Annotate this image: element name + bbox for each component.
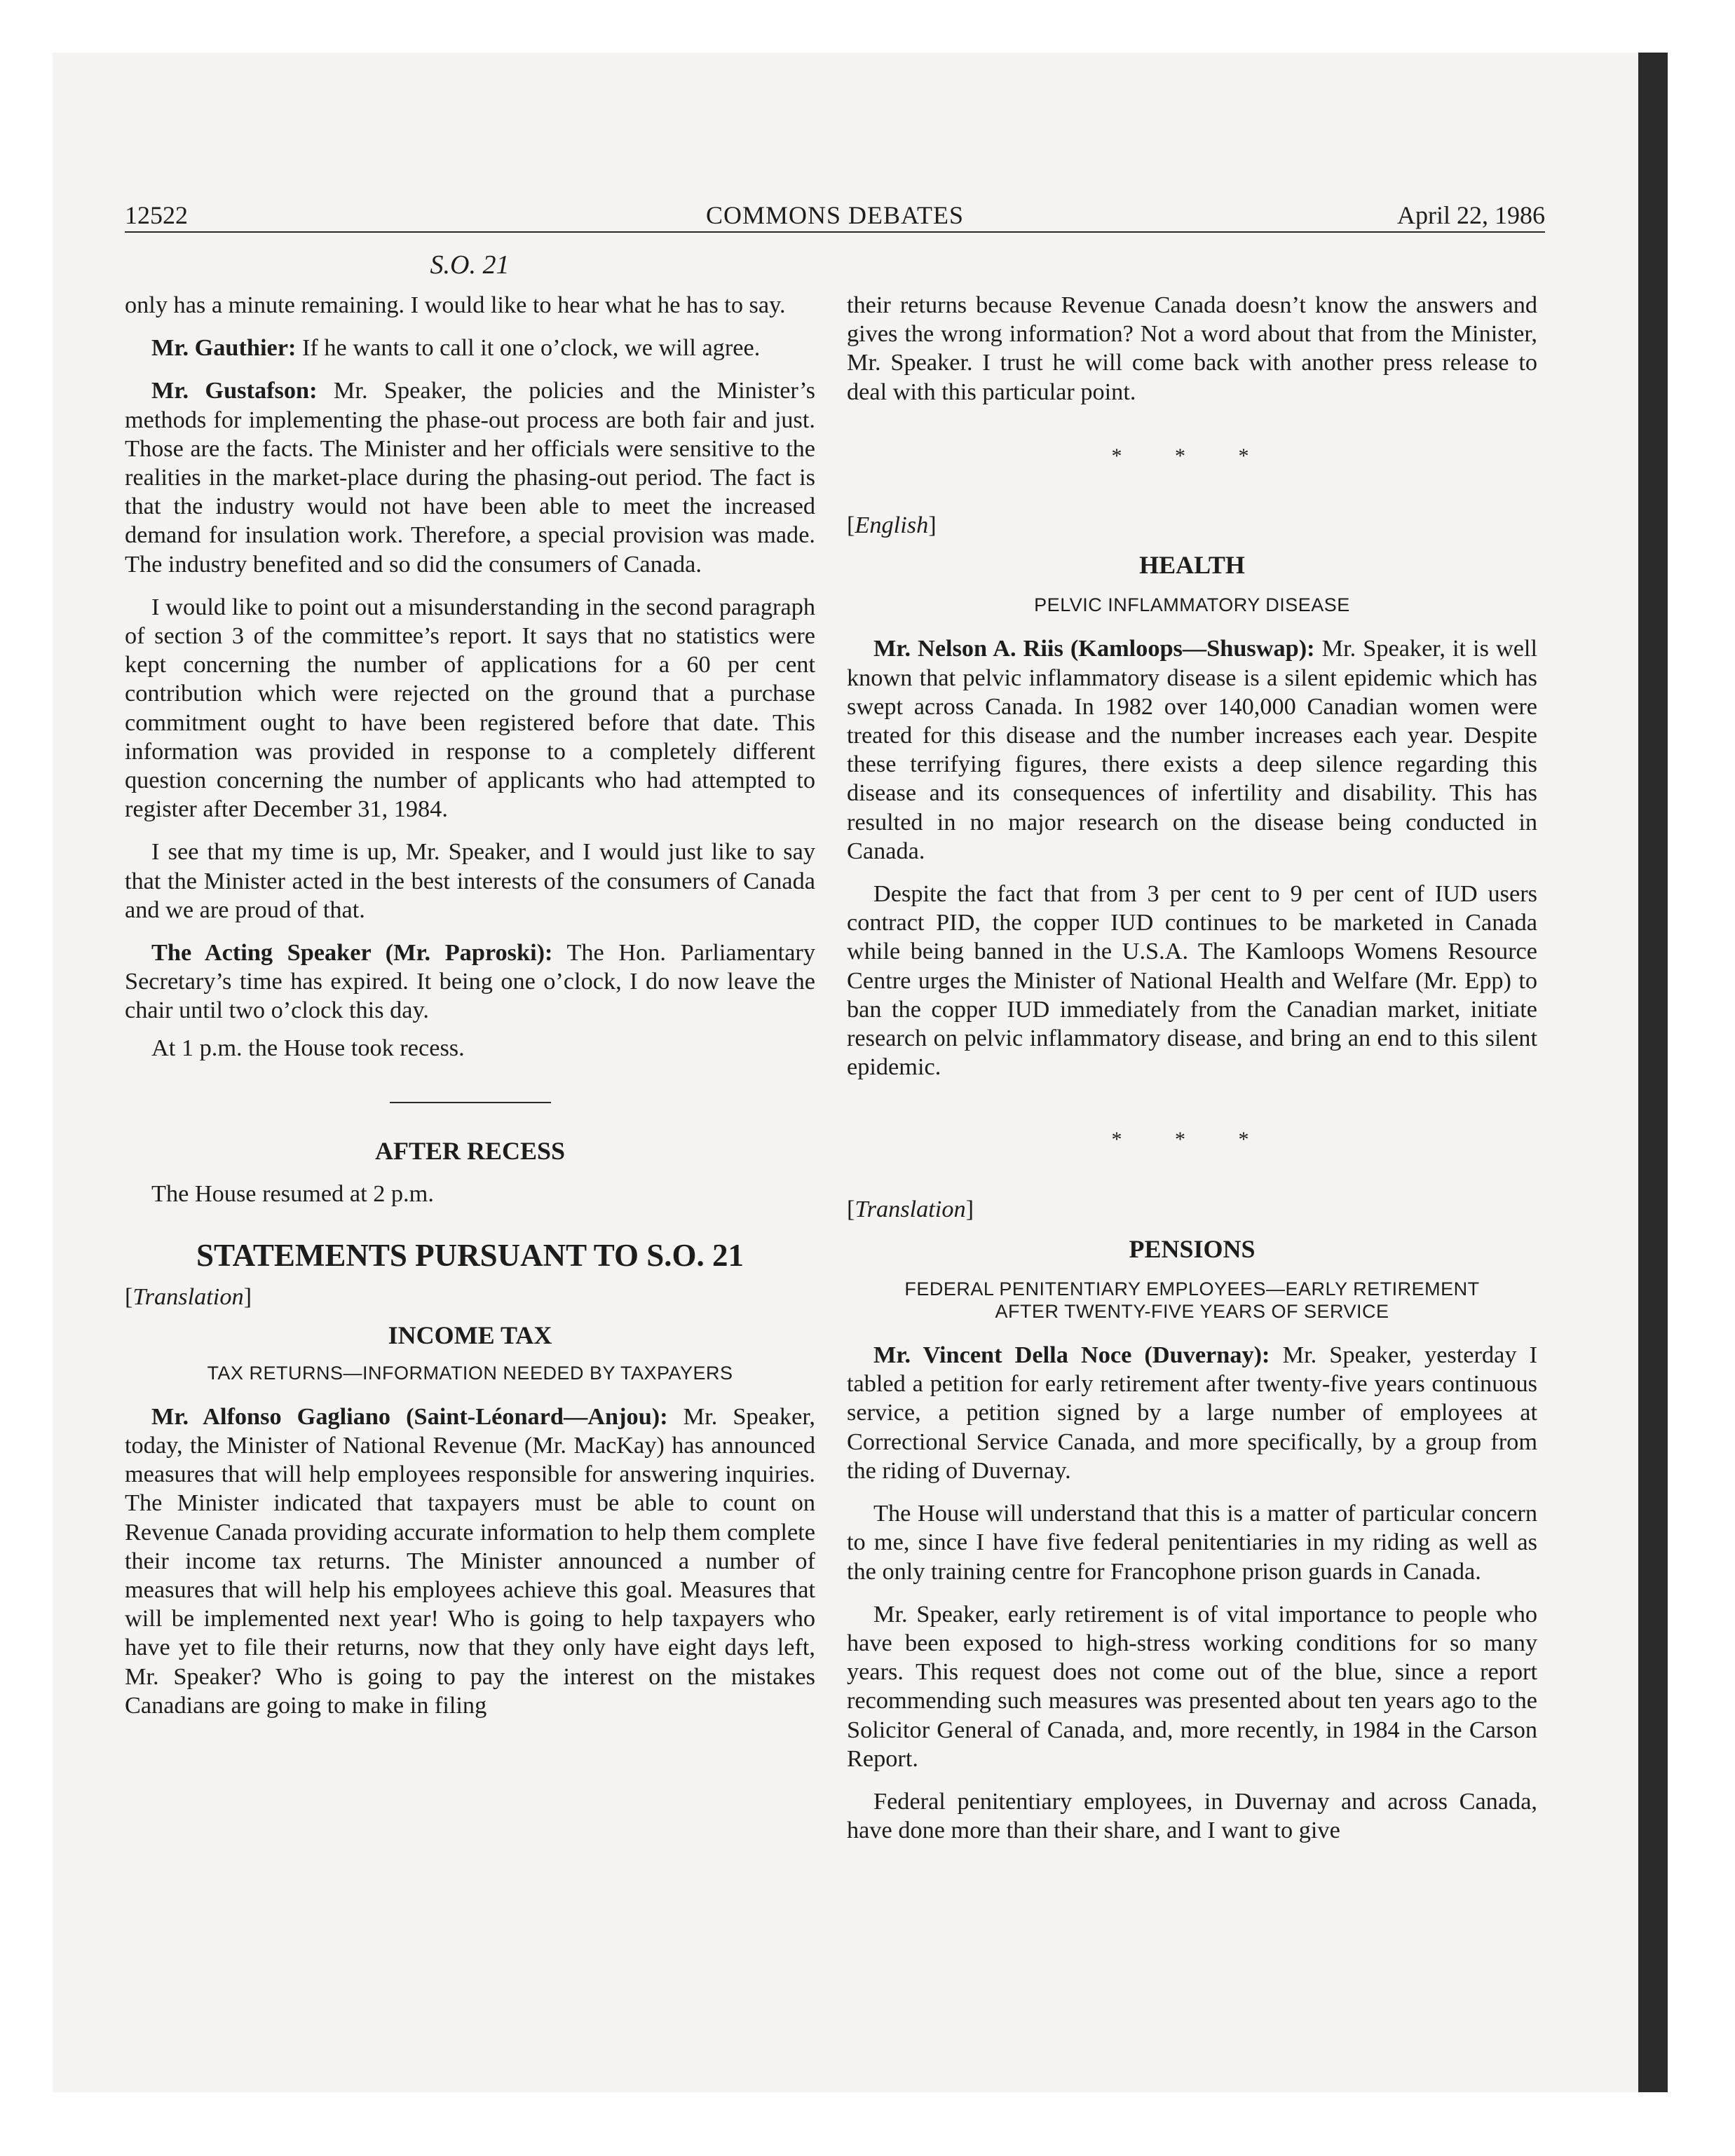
- speech-text: If he wants to call it one o’clock, we will agree.: [296, 334, 761, 362]
- section-separator: * * *: [1111, 1128, 1273, 1152]
- paragraph: Federal penitentiary employees, in Duvernay and across Canada, have done more than their share, and I want to give: [847, 1787, 1537, 1844]
- subheading: PELVIC INFLAMMATORY DISEASE: [1034, 594, 1350, 616]
- language-note: [English]: [847, 512, 937, 539]
- speech-text: Mr. Speaker, it is well known that pelvic inflammatory disease is a silent epidemic which has swept across Canada. In 1982 over 140,000 Canadian women were treated for this disease and the number increases each year. Despite these terrifying figures, there exists a deep silence regarding this disease and its consequences of infertility and disability. This has resulted in no major research on the disease being conducted in Canada.: [847, 635, 1537, 864]
- subheading: FEDERAL PENITENTIARY EMPLOYEES—EARLY RETIREMENT: [904, 1278, 1480, 1300]
- section-mark: S.O. 21: [430, 250, 510, 280]
- paragraph: [847, 1341, 1537, 1485]
- speaker-name: Mr. Alfonso Gagliano (Saint-Léonard—Anjou):: [151, 1403, 668, 1430]
- page-number: 12522: [125, 201, 188, 229]
- right-column: [847, 291, 1537, 1845]
- paragraph: [125, 334, 815, 362]
- publication-title: COMMONS DEBATES: [705, 201, 965, 229]
- paragraph: I would like to point out a misunderstanding in the second paragraph of section 3 of the committee’s report. It says that no statistics were kept concerning the number of applications for a 60 per cent contribution which were rejected on the ground that a purchase commitment ought to have been registered before that date. This information was provided in response to a completely different question concerning the number of applicants who had attempted to register after December 31, 1984.: [125, 593, 815, 823]
- subject-heading: PENSIONS: [1129, 1234, 1256, 1263]
- speech-text: Mr. Speaker, yesterday I tabled a petition for early retirement after twenty-five years continuous service, a petition signed by a large number of employees at Correctional Service Canada, and more specifically, by a group from the riding of Duvernay.: [847, 1342, 1537, 1484]
- speech-text: Mr. Speaker, the policies and the Minister’s methods for implementing the phase-out process are both fair and just. Those are the facts. The Minister and her officials were sensitive to the realities in the market-place during the phasing-out period. The fact is that the industry would not have been able to meet the increased demand for insulation work. Therefore, a special provision was made. The industry benefited and so did the consumers of Canada.: [125, 377, 815, 578]
- subject-heading: HEALTH: [1139, 551, 1245, 580]
- language-note: [Translation]: [125, 1283, 252, 1311]
- paragraph: [847, 634, 1537, 866]
- scan-edge-shadow: [1638, 53, 1668, 2092]
- paragraph: Despite the fact that from 3 per cent to 9 per cent of IUD users contract PID, the copper IUD continues to be marketed in Canada while being banned in the U.S.A. The Kamloops Womens Resource Centre urges the Minister of National Health and Welfare (Mr. Epp) to ban the copper IUD immediately from the Canadian market, initiate research on pelvic inflammatory disease, and bring an end to this silent epidemic.: [847, 880, 1537, 1081]
- subheading: AFTER TWENTY-FIVE YEARS OF SERVICE: [995, 1301, 1389, 1323]
- issue-date: April 22, 1986: [1397, 201, 1545, 229]
- paragraph: [125, 376, 815, 578]
- paragraph: The House resumed at 2 p.m.: [151, 1180, 434, 1208]
- subheading: TAX RETURNS—INFORMATION NEEDED BY TAXPAYERS: [207, 1362, 733, 1384]
- paragraph: Mr. Speaker, early retirement is of vital importance to people who have been exposed to high-stress working conditions for so many years. This request does not come out of the blue, since a report recommending such measures was presented about ten years ago to the Solicitor General of Canada, and, more recently, in 1984 in the Carson Report.: [847, 1600, 1537, 1772]
- paragraph: At 1 p.m. the House took recess.: [151, 1034, 465, 1061]
- speaker-name: Mr. Gustafson:: [151, 377, 318, 404]
- speaker-name: Mr. Gauthier:: [151, 334, 297, 362]
- paragraph: [125, 1403, 815, 1720]
- statements-heading: STATEMENTS PURSUANT TO S.O. 21: [196, 1238, 744, 1274]
- section-heading: AFTER RECESS: [374, 1136, 566, 1165]
- speaker-name: Mr. Nelson A. Riis (Kamloops—Shuswap):: [873, 635, 1315, 662]
- paragraph: I see that my time is up, Mr. Speaker, and I would just like to say that the Minister acted in the best interests of the consumers of Canada and we are proud of that.: [125, 838, 815, 923]
- left-column: [125, 291, 815, 1720]
- subject-heading: INCOME TAX: [388, 1321, 552, 1350]
- speech-text: The Hon. Parliamentary Secretary’s time has expired. It being one o’clock, I do now leave the chair until two o’clock this day.: [125, 939, 815, 1024]
- speaker-name: Mr. Vincent Della Noce (Duvernay):: [873, 1342, 1270, 1369]
- section-separator: * * *: [1111, 444, 1273, 468]
- language-note: [Translation]: [847, 1195, 974, 1222]
- speech-text: Mr. Speaker, today, the Minister of National Revenue (Mr. MacKay) has announced measures that will help employees responsible for answering inquiries. The Minister indicated that taxpayers must be able to count on Revenue Canada providing accurate information to help them complete their income tax returns. The Minister announced a number of measures that will help his employees achieve this goal. Measures that will be implemented next year! Who is going to help taxpayers who have yet to file their returns, now that they only have eight days left, Mr. Speaker? Who is going to pay the interest on the mistakes Canadians are going to make in filing: [125, 1403, 815, 1719]
- paragraph: their returns because Revenue Canada doesn’t know the answers and gives the wrong information? Not a word about that from the Minister, Mr. Speaker. I trust he will come back with another press release to deal with this particular point.: [847, 292, 1537, 405]
- running-header: [125, 200, 1545, 233]
- paragraph: only has a minute remaining. I would like to hear what he has to say.: [125, 292, 786, 318]
- paragraph: The House will understand that this is a matter of particular concern to me, since I have five federal penitentiaries in my riding as well as the only training centre for Francophone prison guards in Canada.: [847, 1500, 1537, 1585]
- speaker-name: The Acting Speaker (Mr. Paproski):: [151, 939, 553, 967]
- paragraph: [125, 939, 815, 1025]
